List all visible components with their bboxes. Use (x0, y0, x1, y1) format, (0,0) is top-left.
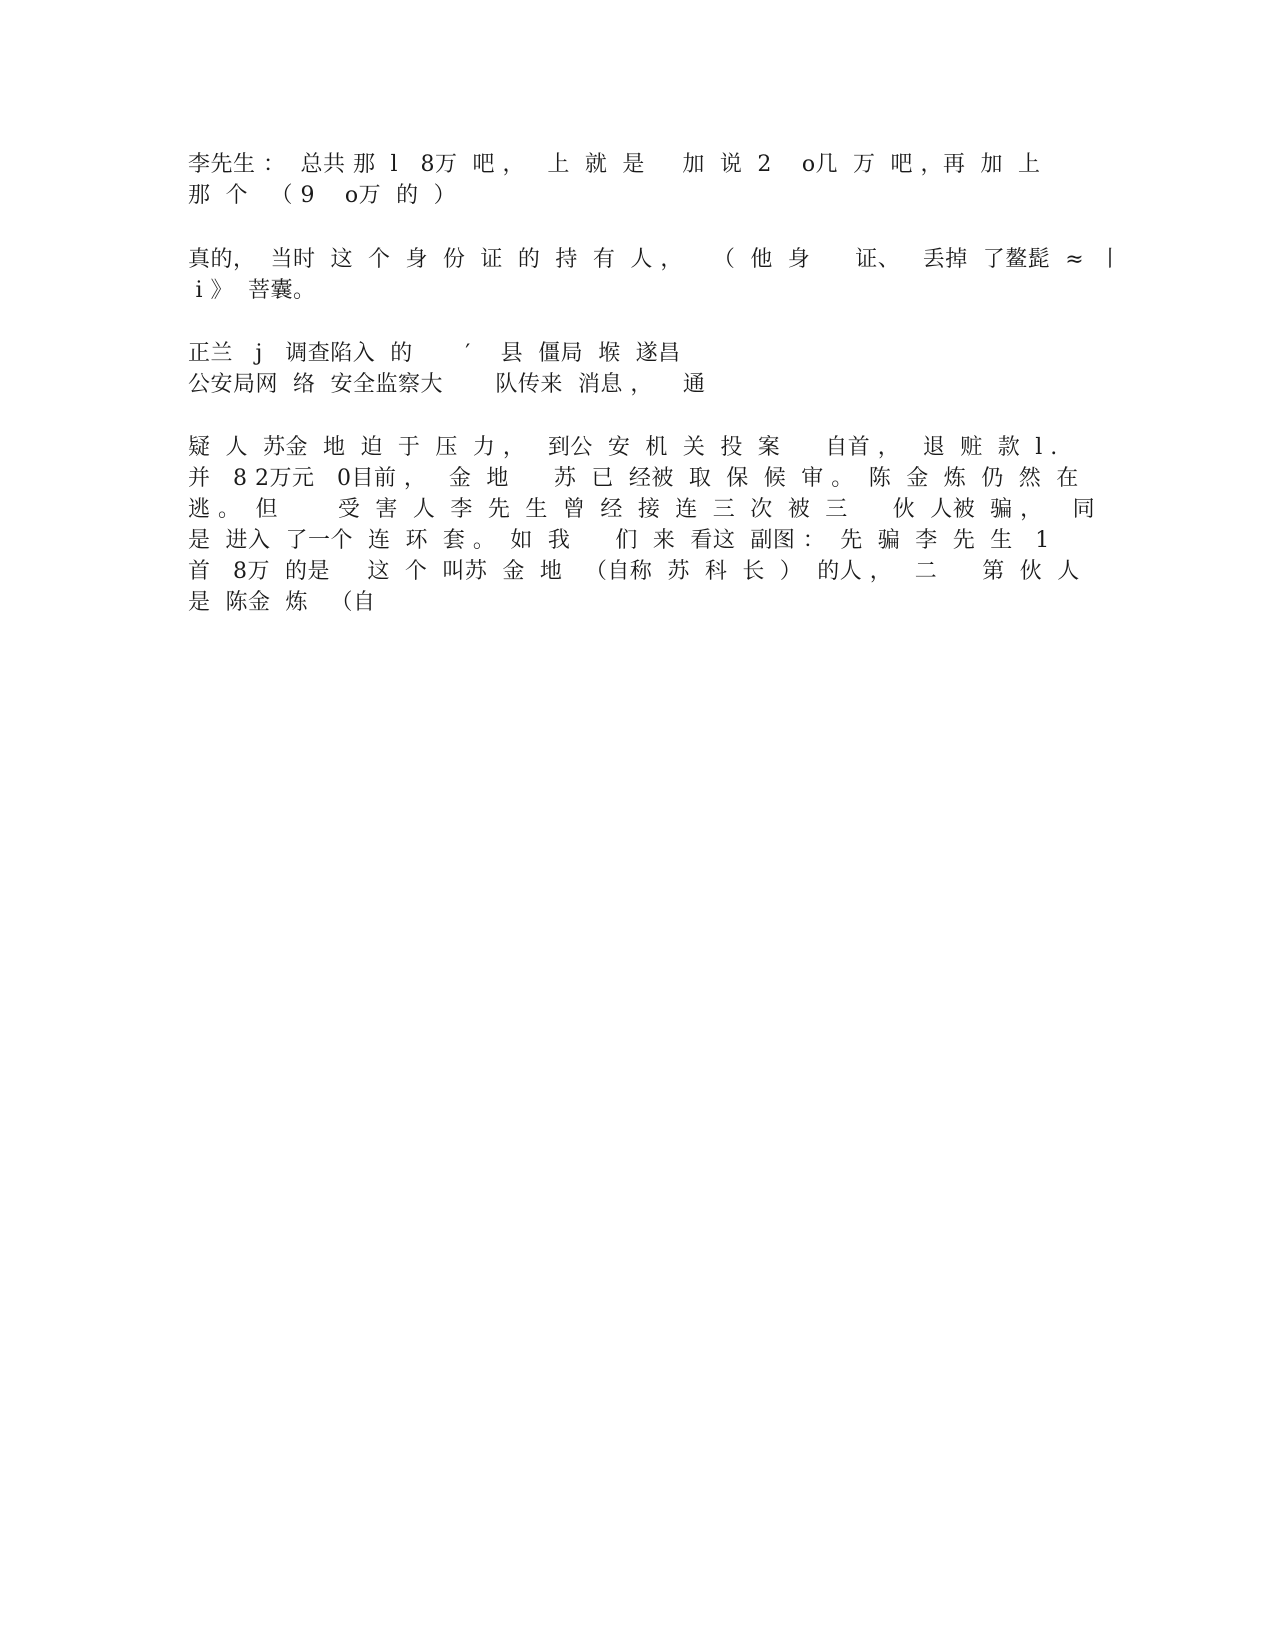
paragraph-1 (188, 149, 1098, 211)
text-line: i 》 菩囊。 (188, 278, 316, 303)
paragraph-3 (188, 338, 1098, 400)
text-line: 真的， 当时 这 个 身 份 证 的 持 有 人 ， （ 他 身 证、 丢掉 了鳌髭 ≈ 丨 (188, 247, 1122, 272)
text-line: 正兰 j 调查陷入 的 ′ 县 僵局 堠 遂昌 (188, 341, 681, 366)
text-line: 是 陈金 炼 （自 (188, 590, 376, 615)
text-line: 那 个 （ 9 o万 的 ） (188, 183, 457, 208)
text-line: 疑 人 苏金 地 迫 于 压 力 ， 到公 安 机 关 投 案 自首 ， 退 赃 款 l . (188, 435, 1058, 460)
text-line: 逃 。 但 受 害 人 李 先 生 曾 经 接 连 三 次 被 三 伙 人被 骗 ， 同 (188, 497, 1096, 522)
paragraph-4 (188, 432, 1098, 618)
text-line: 公安局网 络 安全监察大 队传来 消息 ， 通 (188, 372, 706, 397)
text-line: 首 8万 的是 这 个 叫苏 金 地 （自称 苏 科 长 ） 的人 ， 二 第 伙 人 (188, 559, 1080, 584)
text-line: 并 8 2万元 0目前 ， 金 地 苏 已 经被 取 保 候 审 。 陈 金 炼 仍 然 在 (188, 466, 1079, 491)
paragraph-2 (188, 244, 1122, 306)
text-line: 李先生 ： 总共 那 l 8万 吧 ， 上 就 是 加 说 2 o几 万 吧 ，再 加 上 (188, 152, 1041, 177)
text-line: 是 进入 了一个 连 环 套 。 如 我 们 来 看这 副图 ： 先 骗 李 先 生 1 (188, 528, 1050, 553)
